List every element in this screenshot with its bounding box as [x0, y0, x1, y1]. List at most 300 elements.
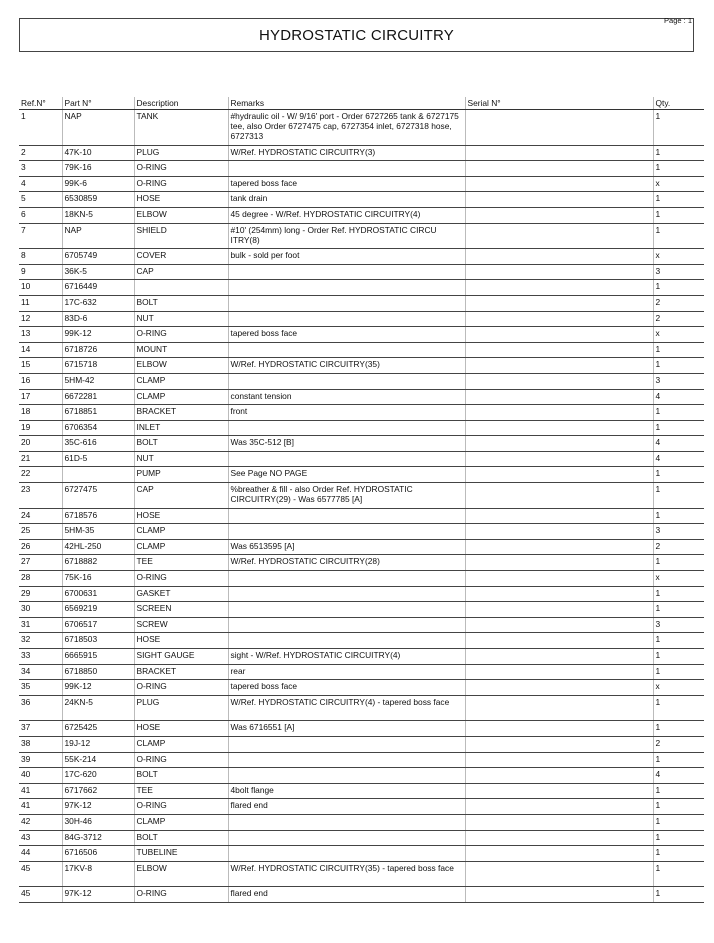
cell-remarks: W/Ref. HYDROSTATIC CIRCUITRY(3): [228, 145, 465, 161]
cell-description: ELBOW: [134, 207, 228, 223]
cell-ref: 4: [19, 176, 62, 192]
cell-remarks: #hydraulic oil - W/ 9/16' port - Order 6727265 tank & 6727175 tee, also Order 6727475 cap, 6727354 inlet, 6727318 hose, 6727313: [228, 110, 465, 146]
cell-part-number: 5HM-42: [62, 373, 134, 389]
cell-qty: 1: [653, 633, 704, 649]
table-row: [19, 814, 704, 830]
cell-part-number: 55K-214: [62, 752, 134, 768]
cell-ref: 6: [19, 207, 62, 223]
cell-remarks: W/Ref. HYDROSTATIC CIRCUITRY(35) - tapered boss face: [228, 861, 465, 887]
cell-description: COVER: [134, 249, 228, 265]
cell-serial: [465, 649, 653, 665]
cell-qty: 3: [653, 264, 704, 280]
table-row: [19, 264, 704, 280]
table-row: [19, 649, 704, 665]
cell-remarks: Was 6716551 [A]: [228, 721, 465, 737]
cell-part-number: 6705749: [62, 249, 134, 265]
cell-ref: 5: [19, 192, 62, 208]
cell-serial: [465, 249, 653, 265]
cell-serial: [465, 223, 653, 249]
cell-description: TANK: [134, 110, 228, 146]
cell-qty: 1: [653, 192, 704, 208]
table-row: [19, 799, 704, 815]
cell-part-number: 6718503: [62, 633, 134, 649]
cell-description: BRACKET: [134, 405, 228, 421]
cell-remarks: [228, 264, 465, 280]
table-row: [19, 783, 704, 799]
table-row: [19, 436, 704, 452]
cell-part-number: 19J-12: [62, 736, 134, 752]
cell-ref: 39: [19, 752, 62, 768]
cell-remarks: [228, 736, 465, 752]
cell-remarks: [228, 451, 465, 467]
cell-serial: [465, 695, 653, 721]
table-row: [19, 176, 704, 192]
cell-ref: 34: [19, 664, 62, 680]
cell-qty: 1: [653, 555, 704, 571]
cell-part-number: 6716449: [62, 280, 134, 296]
cell-ref: 29: [19, 586, 62, 602]
cell-serial: [465, 633, 653, 649]
cell-ref: 45: [19, 861, 62, 887]
cell-ref: 25: [19, 524, 62, 540]
cell-description: NUT: [134, 311, 228, 327]
cell-ref: 18: [19, 405, 62, 421]
cell-part-number: 6725425: [62, 721, 134, 737]
table-row: [19, 295, 704, 311]
cell-ref: 8: [19, 249, 62, 265]
cell-part-number: 6569219: [62, 602, 134, 618]
table-row: [19, 405, 704, 421]
table-row: [19, 695, 704, 721]
cell-description: SCREEN: [134, 602, 228, 618]
cell-part-number: 97K-12: [62, 799, 134, 815]
cell-ref: 32: [19, 633, 62, 649]
page-title: HYDROSTATIC CIRCUITRY: [258, 27, 455, 44]
table-row: [19, 571, 704, 587]
table-row: [19, 736, 704, 752]
cell-serial: [465, 680, 653, 696]
cell-serial: [465, 295, 653, 311]
cell-part-number: 99K-6: [62, 176, 134, 192]
cell-remarks: [228, 571, 465, 587]
cell-part-number: 36K-5: [62, 264, 134, 280]
cell-description: O-RING: [134, 680, 228, 696]
cell-part-number: 6718851: [62, 405, 134, 421]
cell-qty: 4: [653, 451, 704, 467]
cell-part-number: 6700631: [62, 586, 134, 602]
table-row: [19, 887, 704, 903]
cell-qty: 3: [653, 524, 704, 540]
page-number: Page : 1: [664, 16, 692, 25]
table-row: [19, 846, 704, 862]
cell-qty: 1: [653, 602, 704, 618]
table-row: [19, 586, 704, 602]
cell-serial: [465, 327, 653, 343]
cell-part-number: 17KV-8: [62, 861, 134, 887]
cell-qty: 1: [653, 280, 704, 296]
col-header-part: Part N°: [62, 97, 134, 110]
cell-ref: 30: [19, 602, 62, 618]
cell-description: ELBOW: [134, 358, 228, 374]
cell-ref: 24: [19, 508, 62, 524]
cell-qty: 3: [653, 617, 704, 633]
cell-serial: [465, 451, 653, 467]
table-row: [19, 280, 704, 296]
table-row: [19, 508, 704, 524]
cell-part-number: 99K-12: [62, 680, 134, 696]
cell-description: CAP: [134, 483, 228, 509]
cell-qty: 1: [653, 846, 704, 862]
cell-description: MOUNT: [134, 342, 228, 358]
cell-qty: 1: [653, 830, 704, 846]
table-row: [19, 249, 704, 265]
cell-ref: 9: [19, 264, 62, 280]
cell-serial: [465, 280, 653, 296]
table-row: [19, 358, 704, 374]
title-box: [19, 18, 694, 52]
table-row: [19, 752, 704, 768]
cell-qty: 1: [653, 467, 704, 483]
table-row: [19, 830, 704, 846]
table-row: [19, 145, 704, 161]
cell-serial: [465, 161, 653, 177]
cell-part-number: 97K-12: [62, 887, 134, 903]
cell-remarks: %breather & fill - also Order Ref. HYDROSTATIC CIRCUITRY(29) - Was 6577785 [A]: [228, 483, 465, 509]
cell-ref: 28: [19, 571, 62, 587]
cell-description: O-RING: [134, 752, 228, 768]
cell-ref: 15: [19, 358, 62, 374]
cell-ref: 7: [19, 223, 62, 249]
cell-remarks: [228, 830, 465, 846]
cell-description: CLAMP: [134, 736, 228, 752]
cell-part-number: 30H-46: [62, 814, 134, 830]
table-row: [19, 524, 704, 540]
cell-ref: 22: [19, 467, 62, 483]
cell-qty: 2: [653, 295, 704, 311]
cell-part-number: 6672281: [62, 389, 134, 405]
table-row: [19, 617, 704, 633]
cell-part-number: NAP: [62, 223, 134, 249]
cell-part-number: 6665915: [62, 649, 134, 665]
cell-description: BOLT: [134, 830, 228, 846]
table-row: [19, 161, 704, 177]
cell-remarks: [228, 814, 465, 830]
cell-qty: 1: [653, 145, 704, 161]
cell-serial: [465, 664, 653, 680]
parts-table: [19, 97, 704, 903]
cell-part-number: 6718882: [62, 555, 134, 571]
cell-description: PUMP: [134, 467, 228, 483]
cell-ref: 17: [19, 389, 62, 405]
cell-part-number: 6718576: [62, 508, 134, 524]
cell-description: TEE: [134, 783, 228, 799]
cell-qty: 1: [653, 721, 704, 737]
table-row: [19, 768, 704, 784]
cell-qty: 1: [653, 861, 704, 887]
cell-ref: 21: [19, 451, 62, 467]
cell-qty: x: [653, 680, 704, 696]
cell-serial: [465, 405, 653, 421]
cell-qty: 1: [653, 342, 704, 358]
cell-remarks: [228, 311, 465, 327]
table-row: [19, 555, 704, 571]
cell-ref: 27: [19, 555, 62, 571]
cell-serial: [465, 192, 653, 208]
cell-qty: 1: [653, 664, 704, 680]
cell-description: SCREW: [134, 617, 228, 633]
cell-remarks: 45 degree - W/Ref. HYDROSTATIC CIRCUITRY(4): [228, 207, 465, 223]
table-row: [19, 602, 704, 618]
cell-part-number: 6718726: [62, 342, 134, 358]
cell-qty: 1: [653, 508, 704, 524]
cell-ref: 1: [19, 110, 62, 146]
cell-part-number: 35C-616: [62, 436, 134, 452]
cell-remarks: [228, 602, 465, 618]
cell-part-number: 5HM-35: [62, 524, 134, 540]
cell-qty: 1: [653, 161, 704, 177]
cell-serial: [465, 783, 653, 799]
cell-serial: [465, 861, 653, 887]
cell-description: HOSE: [134, 192, 228, 208]
cell-remarks: [228, 846, 465, 862]
cell-ref: 26: [19, 539, 62, 555]
cell-description: INLET: [134, 420, 228, 436]
cell-remarks: Was 35C-512 [B]: [228, 436, 465, 452]
cell-part-number: 6530859: [62, 192, 134, 208]
cell-remarks: W/Ref. HYDROSTATIC CIRCUITRY(4) - tapered boss face: [228, 695, 465, 721]
cell-serial: [465, 524, 653, 540]
cell-ref: 36: [19, 695, 62, 721]
cell-qty: 4: [653, 768, 704, 784]
cell-remarks: [228, 524, 465, 540]
cell-serial: [465, 110, 653, 146]
cell-part-number: 61D-5: [62, 451, 134, 467]
table-row: [19, 633, 704, 649]
cell-remarks: [228, 617, 465, 633]
cell-qty: 1: [653, 695, 704, 721]
table-row: [19, 192, 704, 208]
cell-ref: 16: [19, 373, 62, 389]
cell-ref: 33: [19, 649, 62, 665]
cell-qty: x: [653, 571, 704, 587]
cell-qty: 1: [653, 887, 704, 903]
cell-description: CLAMP: [134, 539, 228, 555]
cell-remarks: tapered boss face: [228, 176, 465, 192]
table-row: [19, 342, 704, 358]
cell-serial: [465, 389, 653, 405]
cell-description: [134, 280, 228, 296]
cell-serial: [465, 814, 653, 830]
cell-qty: 1: [653, 223, 704, 249]
cell-part-number: 84G-3712: [62, 830, 134, 846]
parts-table-header: [19, 97, 704, 110]
cell-part-number: 99K-12: [62, 327, 134, 343]
cell-ref: 3: [19, 161, 62, 177]
cell-serial: [465, 768, 653, 784]
cell-serial: [465, 736, 653, 752]
cell-remarks: See Page NO PAGE: [228, 467, 465, 483]
cell-description: CLAMP: [134, 373, 228, 389]
cell-remarks: tapered boss face: [228, 327, 465, 343]
cell-serial: [465, 483, 653, 509]
cell-serial: [465, 555, 653, 571]
cell-remarks: [228, 752, 465, 768]
table-row: [19, 110, 704, 146]
cell-description: CLAMP: [134, 814, 228, 830]
cell-ref: 10: [19, 280, 62, 296]
cell-qty: 1: [653, 110, 704, 146]
cell-remarks: flared end: [228, 799, 465, 815]
cell-serial: [465, 373, 653, 389]
cell-part-number: 17C-632: [62, 295, 134, 311]
cell-description: TEE: [134, 555, 228, 571]
cell-ref: 43: [19, 830, 62, 846]
cell-remarks: rear: [228, 664, 465, 680]
cell-description: SHIELD: [134, 223, 228, 249]
cell-remarks: [228, 508, 465, 524]
cell-qty: 1: [653, 358, 704, 374]
col-header-serial: Serial N°: [465, 97, 653, 110]
cell-part-number: 79K-16: [62, 161, 134, 177]
cell-remarks: front: [228, 405, 465, 421]
cell-serial: [465, 358, 653, 374]
cell-part-number: 18KN-5: [62, 207, 134, 223]
cell-qty: 1: [653, 420, 704, 436]
cell-description: ELBOW: [134, 861, 228, 887]
cell-serial: [465, 420, 653, 436]
cell-remarks: [228, 373, 465, 389]
cell-qty: 2: [653, 736, 704, 752]
cell-part-number: 6716506: [62, 846, 134, 862]
cell-description: BRACKET: [134, 664, 228, 680]
cell-remarks: [228, 586, 465, 602]
cell-remarks: [228, 342, 465, 358]
table-row: [19, 451, 704, 467]
cell-serial: [465, 571, 653, 587]
cell-part-number: 17C-620: [62, 768, 134, 784]
cell-description: O-RING: [134, 327, 228, 343]
table-row: [19, 420, 704, 436]
cell-serial: [465, 830, 653, 846]
cell-qty: x: [653, 327, 704, 343]
cell-remarks: 4bolt flange: [228, 783, 465, 799]
cell-remarks: [228, 633, 465, 649]
cell-serial: [465, 145, 653, 161]
cell-ref: 13: [19, 327, 62, 343]
cell-description: CLAMP: [134, 389, 228, 405]
cell-part-number: 6727475: [62, 483, 134, 509]
cell-ref: 38: [19, 736, 62, 752]
cell-part-number: 6718850: [62, 664, 134, 680]
cell-serial: [465, 617, 653, 633]
table-row: [19, 539, 704, 555]
cell-description: BOLT: [134, 295, 228, 311]
table-row: [19, 207, 704, 223]
cell-ref: 35: [19, 680, 62, 696]
cell-qty: 1: [653, 799, 704, 815]
cell-remarks: [228, 295, 465, 311]
cell-part-number: 6717662: [62, 783, 134, 799]
cell-description: CLAMP: [134, 524, 228, 540]
cell-serial: [465, 887, 653, 903]
cell-serial: [465, 436, 653, 452]
cell-description: TUBELINE: [134, 846, 228, 862]
cell-description: BOLT: [134, 768, 228, 784]
cell-serial: [465, 264, 653, 280]
cell-description: GASKET: [134, 586, 228, 602]
cell-description: O-RING: [134, 887, 228, 903]
cell-remarks: sight - W/Ref. HYDROSTATIC CIRCUITRY(4): [228, 649, 465, 665]
table-row: [19, 861, 704, 887]
cell-description: HOSE: [134, 508, 228, 524]
cell-qty: x: [653, 176, 704, 192]
cell-qty: 2: [653, 539, 704, 555]
cell-qty: 1: [653, 783, 704, 799]
cell-ref: 19: [19, 420, 62, 436]
cell-ref: 45: [19, 887, 62, 903]
cell-remarks: [228, 280, 465, 296]
cell-qty: 1: [653, 586, 704, 602]
cell-remarks: [228, 768, 465, 784]
cell-remarks: W/Ref. HYDROSTATIC CIRCUITRY(35): [228, 358, 465, 374]
cell-remarks: Was 6513595 [A]: [228, 539, 465, 555]
cell-serial: [465, 799, 653, 815]
cell-description: O-RING: [134, 571, 228, 587]
cell-ref: 31: [19, 617, 62, 633]
cell-serial: [465, 311, 653, 327]
cell-ref: 42: [19, 814, 62, 830]
cell-ref: 20: [19, 436, 62, 452]
cell-qty: 4: [653, 389, 704, 405]
cell-ref: 44: [19, 846, 62, 862]
cell-serial: [465, 586, 653, 602]
cell-serial: [465, 602, 653, 618]
col-header-qty: Qty.: [653, 97, 704, 110]
cell-remarks: constant tension: [228, 389, 465, 405]
cell-description: O-RING: [134, 161, 228, 177]
cell-ref: 41: [19, 783, 62, 799]
table-row: [19, 721, 704, 737]
cell-description: HOSE: [134, 721, 228, 737]
cell-serial: [465, 752, 653, 768]
cell-description: O-RING: [134, 176, 228, 192]
cell-serial: [465, 539, 653, 555]
table-row: [19, 483, 704, 509]
parts-table-body: [19, 110, 704, 903]
cell-ref: 12: [19, 311, 62, 327]
cell-qty: 1: [653, 814, 704, 830]
cell-remarks: tapered boss face: [228, 680, 465, 696]
cell-ref: 14: [19, 342, 62, 358]
cell-description: O-RING: [134, 799, 228, 815]
cell-serial: [465, 508, 653, 524]
cell-remarks: #10' (254mm) long - Order Ref. HYDROSTATIC CIRCU ITRY(8): [228, 223, 465, 249]
cell-part-number: 6706354: [62, 420, 134, 436]
cell-description: PLUG: [134, 695, 228, 721]
cell-ref: 40: [19, 768, 62, 784]
cell-part-number: [62, 467, 134, 483]
table-row: [19, 373, 704, 389]
cell-remarks: [228, 161, 465, 177]
cell-qty: 1: [653, 405, 704, 421]
cell-serial: [465, 176, 653, 192]
table-row: [19, 389, 704, 405]
cell-description: NUT: [134, 451, 228, 467]
cell-qty: 3: [653, 373, 704, 389]
cell-part-number: 42HL-250: [62, 539, 134, 555]
cell-qty: 1: [653, 207, 704, 223]
cell-qty: 1: [653, 483, 704, 509]
